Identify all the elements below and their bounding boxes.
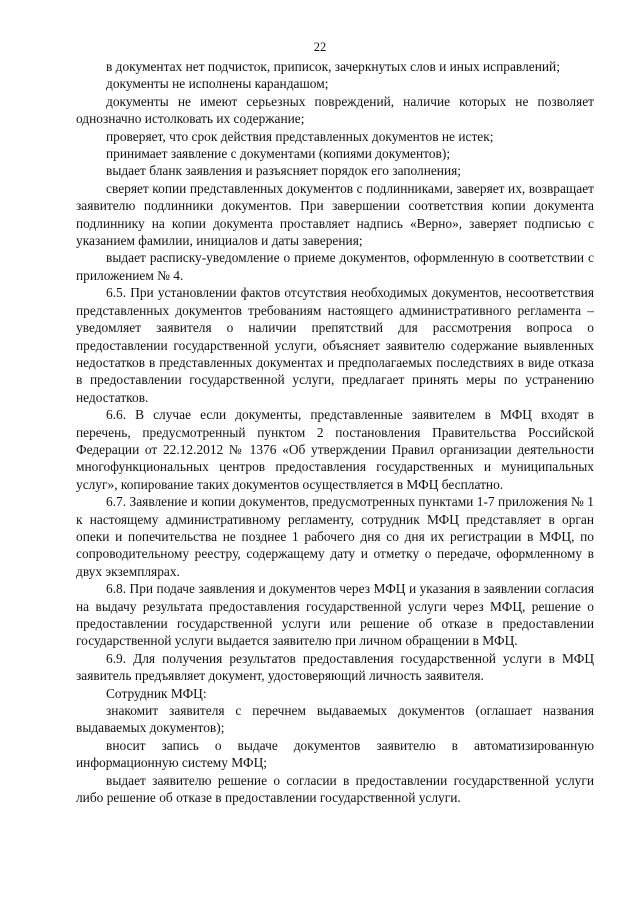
- paragraph-no-damage: документы не имеют серьезных повреждений, наличие которых не позволяет однозначно истолковать их содержание;: [76, 93, 594, 127]
- paragraph-6-5: 6.5. При установлении фактов отсутствия необходимых документов, несоответствия представленных документов требованиям настоящего административного регламента – уведомляет заявителя о наличии препятствий для рассмотрения вопроса о предоставлении государственной услуги, объясняет заявителю содержание выявленных недостатков в представленных документах и предполагаемых последствиях в виде отказа в предоставлении государственной услуги, предлагает принять меры по устранению недостатков.: [76, 285, 594, 405]
- document-body: [76, 58, 594, 806]
- paragraph-6-7: 6.7. Заявление и копии документов, предусмотренных пунктами 1-7 приложения № 1 к настоящему административному регламенту, сотрудник МФЦ представляет в орган опеки и попечительства не позднее 1 рабочего дня со дня их регистрации в МФЦ, по сопроводительному реестру, содержащему дату и отметку о передаче, оформленному в двух экземплярах.: [76, 494, 594, 579]
- page-number: 22: [313, 40, 327, 54]
- paragraph-record-issue: вносит запись о выдаче документов заявителю в автоматизированную информационную систему МФЦ;: [76, 737, 594, 771]
- paragraph-6-9: 6.9. Для получения результатов предоставления государственной услуги в МФЦ заявитель предъявляет документ, удостоверяющий личность заявителя.: [76, 650, 594, 684]
- paragraph-6-6: 6.6. В случае если документы, представленные заявителем в МФЦ входят в перечень, предусмотренный пунктом 2 постановления Правительства Российской Федерации от 22.12.2012 № 1376 «Об утверждении Правил организации деятельности многофункциональных центров предоставления государственных и муниципальных услуг», копирование таких документов осуществляется в МФЦ бесплатно.: [76, 407, 594, 492]
- paragraph-introduce-documents: знакомит заявителя с перечнем выдаваемых документов (оглашает названия выдаваемых документов);: [76, 703, 594, 736]
- paragraph-issue-decision: выдает заявителю решение о согласии в предоставлении государственной услуги либо решение об отказе в предоставлении государственной услуги.: [76, 772, 594, 806]
- paragraph-no-erasures: в документах нет подчисток, приписок, зачеркнутых слов и иных исправлений;: [106, 59, 560, 74]
- paragraph-check-validity: проверяет, что срок действия представленных документов не истек;: [106, 128, 494, 144]
- paragraph-no-pencil: документы не исполнены карандашом;: [106, 76, 329, 92]
- paragraph-accept-application: принимает заявление с документами (копиями документов);: [106, 146, 451, 162]
- paragraph-issue-receipt: выдает расписку-уведомление о приеме документов, оформленную в соответствии с приложением № 4.: [76, 250, 594, 283]
- paragraph-mfc-employee: Сотрудник МФЦ:: [106, 685, 207, 701]
- paragraph-verify-copies: сверяет копии представленных документов с подлинниками, заверяет их, возвращает заявителю подлинники документов. При завершении соответствия копии документа подлиннику на копии документа проставляет надпись «Верно», заверяет подписью с указанием фамилии, инициалов и даты заверения;: [76, 180, 594, 249]
- paragraph-issue-form: выдает бланк заявления и разъясняет порядок его заполнения;: [106, 163, 462, 179]
- paragraph-6-8: 6.8. При подаче заявления и документов через МФЦ и указания в заявлении согласия на выдачу результата предоставления государственной услуги через МФЦ, решение о предоставлении государственной услуги или решение об отказе в предоставлении государственной услуги выдается заявителю при личном обращении в МФЦ.: [76, 581, 594, 649]
